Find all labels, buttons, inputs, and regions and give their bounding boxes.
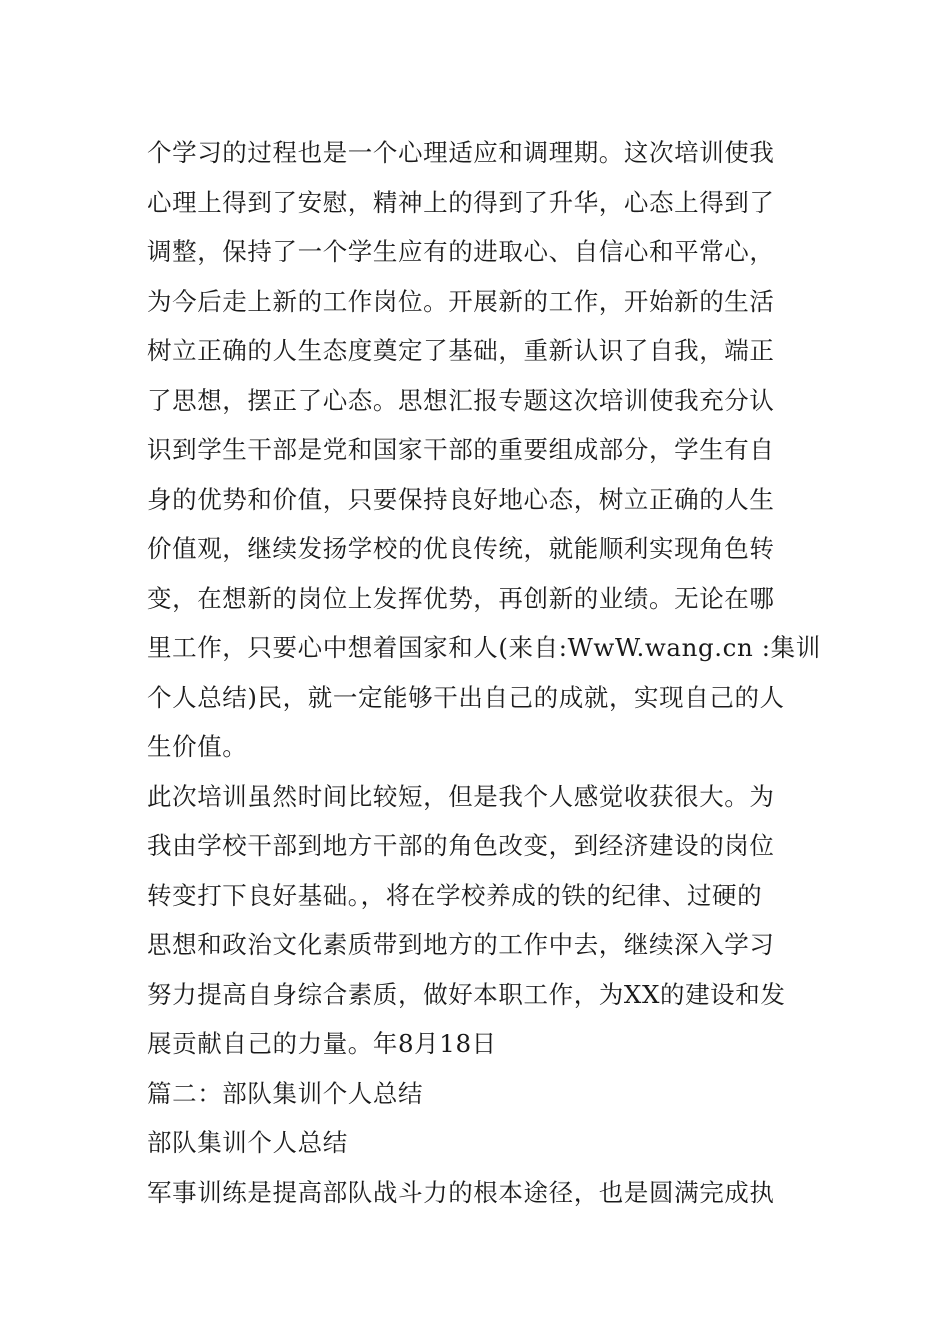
text-line: 价值观，继续发扬学校的优良传统，就能顺利实现角色转 xyxy=(147,534,775,563)
text-line: 了思想，摆正了心态。思想汇报专题这次培训使我充分认 xyxy=(147,385,775,415)
paragraph-1 xyxy=(147,128,821,772)
text-line: 个学习的过程也是一个心理适应和调理期。这次培训使我 xyxy=(147,138,775,167)
text-line: 个人总结)民，就一定能够干出自己的成就，实现自己的人 xyxy=(147,682,785,712)
text-line: 我由学校干部到地方干部的角色改变，到经济建设的岗位 xyxy=(147,831,775,860)
text-line: 识到学生干部是党和国家干部的重要组成部分，学生有自 xyxy=(147,435,775,464)
paragraph-3 xyxy=(147,1168,817,1218)
text-line: 此次培训虽然时间比较短，但是我个人感觉收获很大。为 xyxy=(147,781,775,811)
text-line: 变，在想新的岗位上发挥优势，再创新的业绩。无论在哪 xyxy=(147,583,775,613)
section-heading: 篇二：部队集训个人总结 xyxy=(147,1078,424,1108)
paragraph-2 xyxy=(147,772,817,1069)
text-line: 思想和政治文化素质带到地方的工作中去，继续深入学习 xyxy=(147,930,775,959)
text-line: 调整，保持了一个学生应有的进取心、自信心和平常心， xyxy=(147,237,775,266)
text-line: 转变打下良好基础。，将在学校养成的铁的纪律、过硬的 xyxy=(147,880,763,910)
text-line: 身的优势和价值，只要保持良好地心态，树立正确的人生 xyxy=(147,484,775,514)
text-line: 努力提高自身综合素质，做好本职工作，为XX的建设和发 xyxy=(147,979,786,1009)
text-line: 心理上得到了安慰，精神上的得到了升华，心态上得到了 xyxy=(147,187,775,217)
text-line: 生价值。 xyxy=(147,732,248,761)
document-body xyxy=(147,128,821,1217)
text-line: 里工作，只要心中想着国家和人(来自:WwW.wang.cn :集训 xyxy=(147,633,821,662)
article-title: 部队集训个人总结 xyxy=(147,1128,348,1157)
text-line: 军事训练是提高部队战斗力的根本途径，也是圆满完成执 xyxy=(147,1177,775,1207)
text-line: 展贡献自己的力量。年8月18日 xyxy=(147,1029,497,1058)
text-line: 为今后走上新的工作岗位。开展新的工作，开始新的生活 xyxy=(147,286,775,316)
text-line: 树立正确的人生态度奠定了基础，重新认识了自我，端正 xyxy=(147,336,775,365)
